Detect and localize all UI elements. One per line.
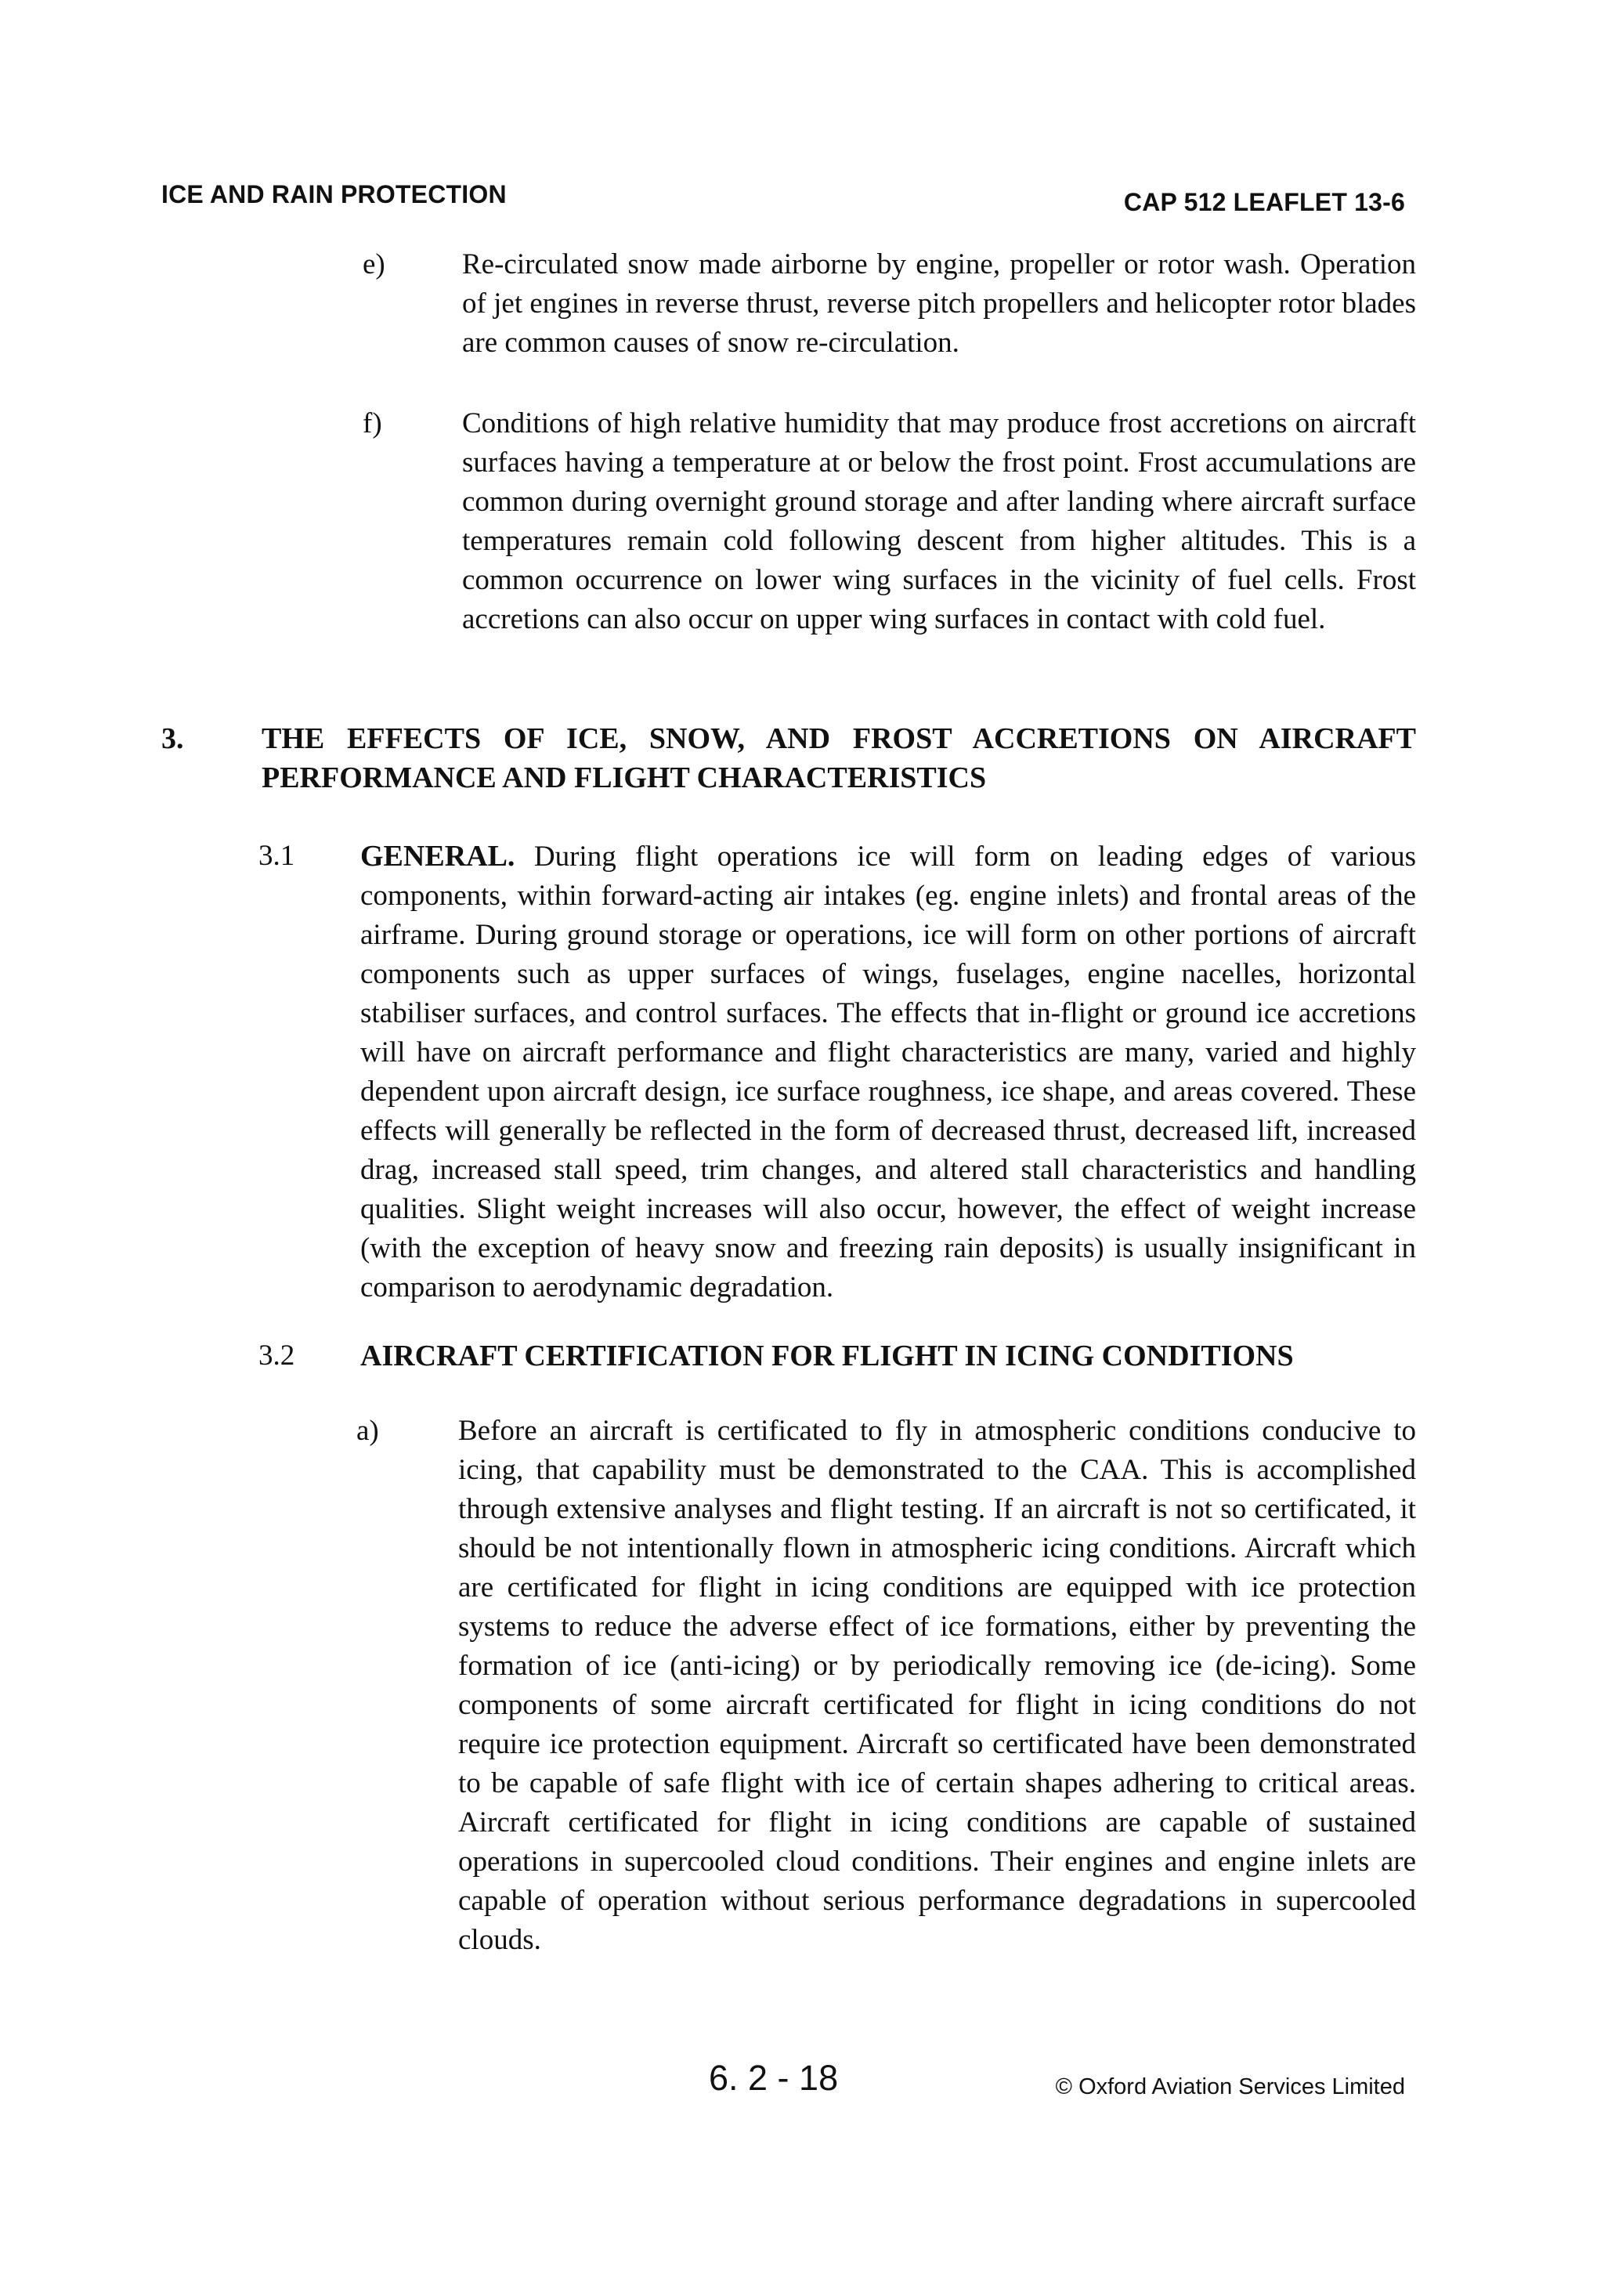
running-header-right: CAP 512 LEAFLET 13-6 — [1123, 188, 1405, 216]
section-3-1-title: GENERAL. — [360, 840, 515, 873]
section-3-2-title: AIRCRAFT CERTIFICATION FOR FLIGHT IN ICING CONDITIONS — [360, 1340, 1294, 1372]
item-e-text: Re-circulated snow made airborne by engine, propeller or rotor wash. Operation of jet engines in reverse thrust, reverse pitch propellers and helicopter rotor blades are common causes of snow re-circulation. — [462, 248, 1416, 359]
running-header-left: ICE AND RAIN PROTECTION — [161, 180, 507, 208]
copyright-notice: © Oxford Aviation Services Limited — [1055, 2074, 1405, 2099]
item-a-label: a) — [356, 1415, 379, 1447]
section-3-number: 3. — [161, 722, 184, 755]
section-3-1-number: 3.1 — [258, 840, 295, 872]
item-e-label: e) — [363, 248, 385, 280]
section-3-1-text: During flight operations ice will form on leading edges of various components, within forward-acting air intakes (eg. engine inlets) and frontal areas of the airframe. During ground storage or operations, ice will form on other portions of aircraft components such as upper surfaces of wings, fuselages, engine nacelles, horizontal stabiliser surfaces, and control surfaces. The effects that in-flight or ground ice accretions will have on aircraft performance and flight characteristics are many, varied and highly dependent upon aircraft design, ice surface roughness, ice shape, and areas covered. These effects will generally be reflected in the form of decreased thrust, decreased lift, increased drag, increased stall speed, trim changes, and altered stall characteristics and handling qualities. Slight weight increases will also occur, however, the effect of weight increase (with the exception of heavy snow and freezing rain deposits) is usually insignificant in comparison to aerodynamic degradation. — [360, 841, 1416, 1303]
section-3-1-body — [360, 837, 1416, 1307]
item-a-text: Before an aircraft is certificated to fly in atmospheric conditions conducive to icing, that capability must be demonstrated to the CAA. This is accomplished through extensive analyses and flight testing. If an aircraft is not so certificated, it should be not intentionally flown in atmospheric icing conditions. Aircraft which are certificated for flight in icing conditions are equipped with ice protection systems to reduce the adverse effect of ice formations, either by preventing the formation of ice (anti-icing) or by periodically removing ice (de-icing). Some components of some aircraft certificated for flight in icing conditions do not require ice protection equipment. Aircraft so certificated have been demonstrated to be capable of safe flight with ice of certain shapes adhering to critical areas. Aircraft certificated for flight in icing conditions are capable of sustained operations in supercooled cloud conditions. Their engines and engine inlets are capable of operation without serious performance degradations in supercooled clouds. — [458, 1415, 1416, 1956]
item-f-label: f) — [363, 407, 382, 439]
section-3-2-number: 3.2 — [258, 1340, 295, 1372]
section-3-title: THE EFFECTS OF ICE, SNOW, AND FROST ACCRETIONS ON AIRCRAFT PERFORMANCE AND FLIGHT CHARACTERISTICS — [262, 722, 1416, 794]
page-number: 6. 2 - 18 — [709, 2058, 839, 2098]
item-f-text: Conditions of high relative humidity that may produce frost accretions on aircraft surfaces having a temperature at or below the frost point. Frost accumulations are common during overnight ground storage and after landing where aircraft surface temperatures remain cold following descent from higher altitudes. This is a common occurrence on lower wing surfaces in the vicinity of fuel cells. Frost accretions can also occur on upper wing surfaces in contact with cold fuel. — [462, 407, 1416, 635]
